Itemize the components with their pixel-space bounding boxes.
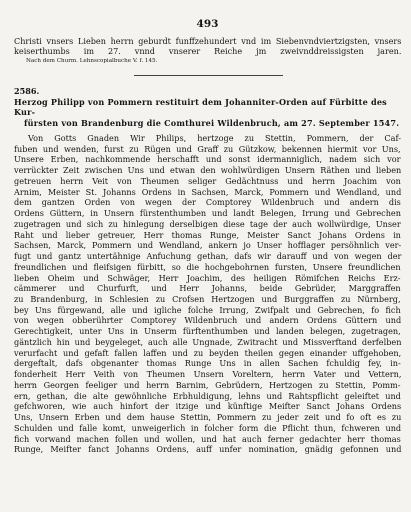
body-line: zu Brandenburg, in Schlesien zu Crofsen Hertzogen und Burggraffen zu Nürnberg,: [14, 294, 401, 305]
body-line: bey Uns fürgewand, alle und igliche folche Irrung, Zwifpalt und Gebrechen, fo fich: [14, 304, 401, 315]
document-heading: [14, 86, 401, 129]
section-divider: [134, 75, 283, 76]
body-line: Sachsen, Marck, Pommern und Wendland, ankern jo Unser hofflager persöhnlich ver-: [14, 240, 402, 251]
previous-document-ending: [14, 36, 401, 57]
document-number: 2586.: [14, 85, 40, 96]
document-heading-line: fürsten von Brandenburg die Comthurei Wildenbruch, am 27. September 1547.: [24, 118, 400, 129]
body-line: lieben Oheim und Schwäger, Herr Joachim, des heiligen Römifchen Reichs Erz-: [14, 272, 401, 283]
body-line: Schulden und falle komt, unweigerlich in folcher form die Pflicht thun, fchweren und: [14, 422, 402, 433]
body-line: Von Gotts Gnaden Wir Philips, hertzoge zu Stettin, Pommern, der Caf-: [28, 133, 401, 143]
document-heading-line: Herzog Philipp von Pommern restituirt dem Johanniter-Orden auf Fürbitte des Kur-: [14, 96, 387, 118]
body-line: Ordens Güttern, in Unsern fürstenthumben und landt Belegen, Irrung und Gebrechen: [14, 208, 401, 219]
body-line: fich vorwand machen follen und wollen, und hat auch ferner gedachter herr thomas: [14, 433, 401, 444]
body-line: fugt und gantz untertähnige Anfuchung gethan, dafs wir darauff und von wegen der: [14, 251, 402, 262]
body-line: fonderheit Herr Veith von Theumen Unsern Voreltern, herrn Vater und Vettern,: [14, 369, 402, 380]
body-line: gäntzlich hin und beygeleget, auch alle Ungnade, Zwitracht und Missverftand derfelben: [14, 336, 402, 347]
body-line: dergeftalt, dafs obgenanter thomas Runge Uns in allen Sachen fchuldig fey, in-: [14, 358, 401, 369]
body-line: Runge, Meifter fanct Johanns Ordens, auff unfer nomination, gnädig gefonnen und: [14, 444, 402, 455]
previous-document-line: Christi vnsers Lieben herrn geburdt funffzehundert vnd im Siebenvndviertzigsten, vnsers: [14, 36, 402, 46]
body-line: verurfacht und gefaft fallen laffen und zu beyden theilen gegen einander uffgehoben,: [14, 347, 402, 358]
body-line: freundlichen und fleifsigen fürbitt, so die hochgebohrnen fursten, Unsere freundlichen: [14, 261, 401, 272]
body-line: zugetragen und sich zu hinlegung derselbigen diese tage der auch wollwürdige, Unser: [14, 218, 401, 229]
source-citation: Nach dem Churm. Lehnscopialbuche V. f. 145.: [26, 57, 158, 64]
body-line: gefchworen, wie auch hinfort der itzige und künftige Meifter Sanct Johans Ordens: [14, 401, 402, 412]
body-line: von wegen obberührter Comptorey Wildenbruch und andern Ordens Güttern und: [14, 315, 402, 326]
body-line: cämmerer und Churfurft, und Herr Johanns, beide Gebrüder, Marggraffen: [14, 283, 401, 294]
document-body: [14, 133, 401, 455]
body-line: getreuen herrn Veit von Theumen seliger Gedächtnuss und herrn Joachim von: [14, 175, 401, 186]
body-line: ern, gethan, die alte gewöhnliche Erbhuldigung, lehns und Rahtspflicht geleiftet und: [14, 390, 401, 401]
body-line: dem gantzen Orden von wegen der Comptorey Wildenbruch und andern dis: [14, 197, 401, 208]
body-line: fuben und wenden, furst zu Rügen und Graff zu Gützkow, bekennen hiermit vor Uns,: [14, 143, 401, 154]
body-line: Gerechtigkeit, unter Uns in Unserm fürftenthumben und landen belegen, zugetragen,: [14, 326, 401, 337]
body-line: Raht und lieber getreuer, Herr thomas Runge, Meister Sanct Johans Ordens in: [14, 229, 401, 240]
page-number: 493: [196, 18, 219, 30]
body-line: verrückter Zeit zwischen Uns und etwan den wohlwürdigen Unsern Räthen und lieben: [14, 165, 402, 176]
body-line: Uns, Unsern Erben und dem hause Stettin, Pommern zu jeder zeit und fo oft es zu: [14, 412, 402, 423]
body-line: herrn Georgen feeliger und herrn Barnim, Gebrüdern, Hertzogen zu Stettin, Pomm-: [14, 379, 401, 390]
previous-document-line: keiserthumbs im 27. vnnd vnserer Reiche jm zweivnddreissigsten jaren.: [14, 46, 402, 57]
body-line: Arnim, Meister St. Johanns Ordens in Sachsen, Marck, Pommern und Wendland, und: [14, 186, 402, 197]
body-line: Unsere Erben, nachkommende herschafft und sonst idermanniglich, nadem sich vor: [14, 154, 401, 165]
